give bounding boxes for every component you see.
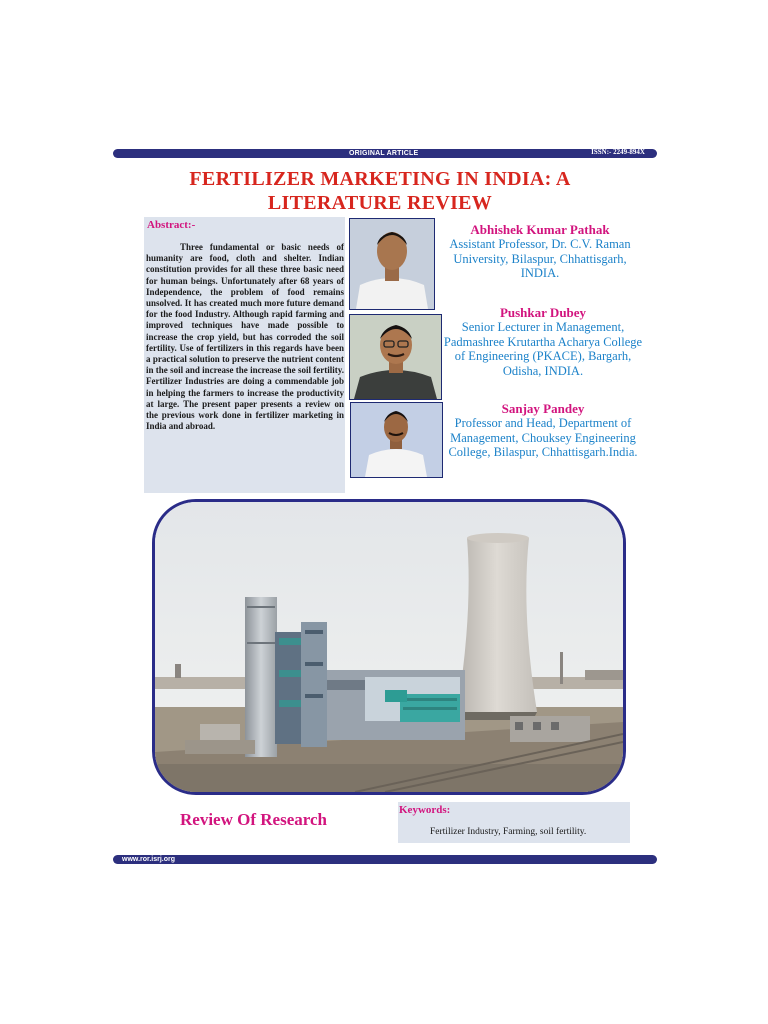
issn: ISSN:- 2249-894X (591, 148, 645, 156)
abstract-text: Three fundamental or basic needs of humanity are food, cloth and shelter. Indian constitution provides for all these three basic need for human beings. Unfortunately after 68 years of Independence, the problem of food remains unsolved. It has created much more future demand for the food Industry. Although rapid farming and improved techniques have made possible to increase the crop yield, but has corroded the soil fertility. Use of fertilizers in this regards have been a practical solution to preserve the nutrient content in the soil and increase the increase the soil fertility. Fertilizer Industries are doing a commendable job in helping the farmers to increase the productivity at large. The present paper presents a review on the previous work done in fertilizer marketing in India and abroad. (146, 242, 344, 432)
author-1 (437, 222, 643, 281)
journal-name: Review Of Research (180, 810, 327, 829)
paper-title: FERTILIZER MARKETING IN INDIA: A LITERATURE REVIEW (189, 168, 571, 214)
author-photo-3 (350, 402, 443, 478)
author-3 (440, 401, 646, 460)
footer-url: www.ror.isrj.org (122, 856, 176, 863)
abstract-label: Abstract:- (147, 219, 196, 231)
author-name: Pushkar Dubey (499, 305, 587, 320)
keywords-panel (398, 802, 630, 843)
keywords-label: Keywords: (399, 804, 451, 816)
author-2 (440, 305, 646, 378)
footer-bar (113, 855, 657, 864)
author-affiliation: Assistant Professor, Dr. C.V. Raman University, Bilaspur, Chhattisgarh, INDIA. (449, 237, 631, 280)
abstract-panel (144, 217, 345, 493)
keywords-text: Fertilizer Industry, Farming, soil fertility. (430, 827, 587, 837)
author-photo-1 (349, 218, 435, 310)
author-affiliation: Professor and Head, Department of Management, Chouksey Engineering College, Bilaspur, Chhattisgarh.India. (448, 416, 638, 459)
header-bar (113, 149, 657, 158)
author-name: Abhishek Kumar Pathak (470, 222, 610, 237)
article-type: ORIGINAL ARTICLE (349, 150, 419, 157)
power-plant-image (152, 499, 626, 795)
author-photo-2 (349, 314, 442, 400)
author-affiliation: Senior Lecturer in Management, Padmashree Krutartha Acharya College of Engineering (PKACE), Bargarh, Odisha, INDIA. (443, 320, 643, 378)
author-name: Sanjay Pandey (501, 401, 585, 416)
